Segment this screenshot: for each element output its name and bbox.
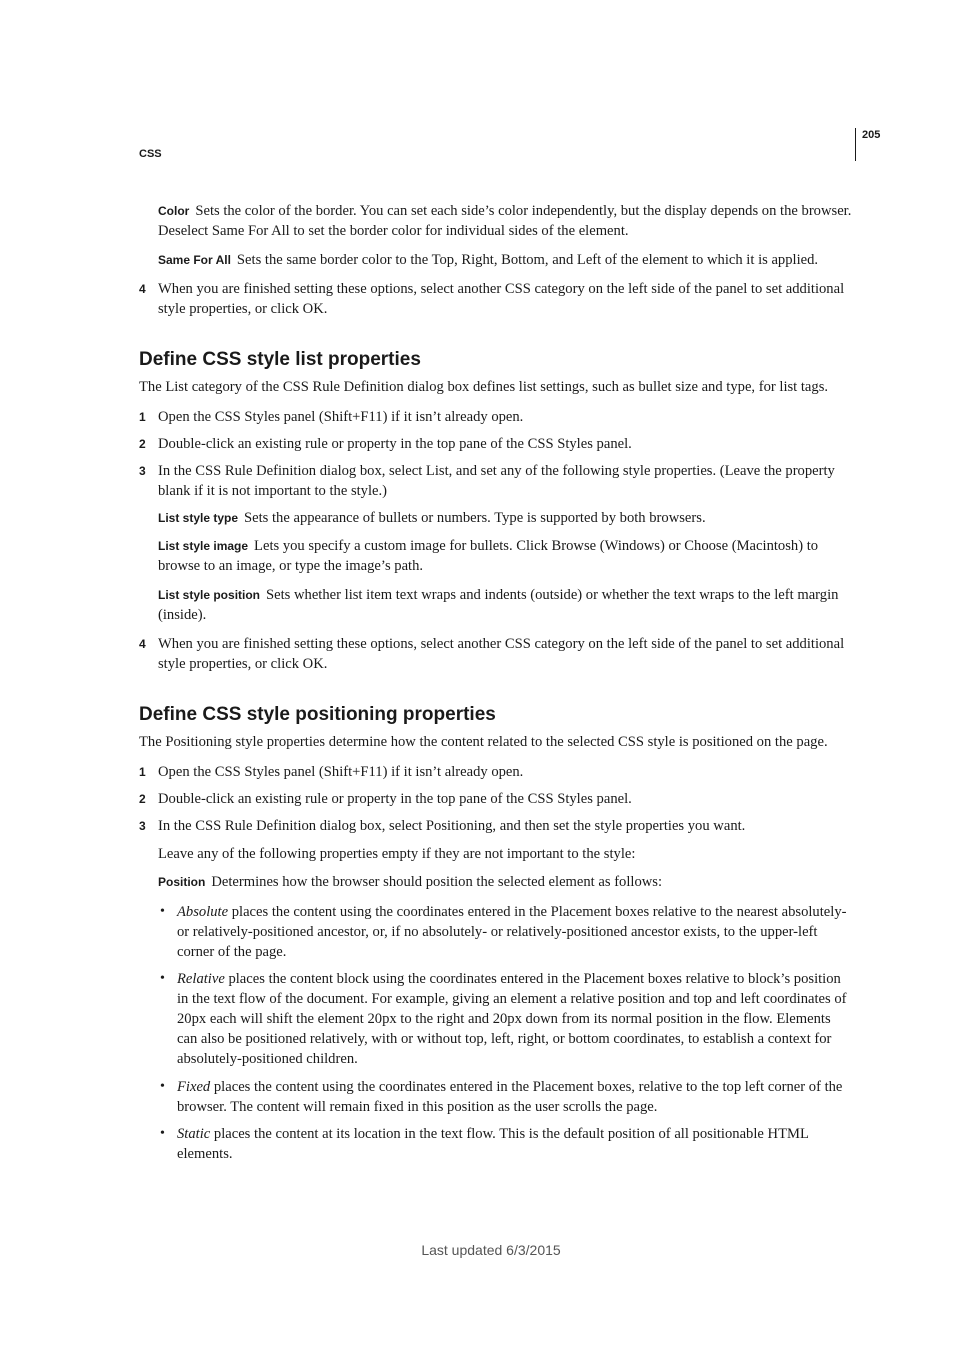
step-text: Double-click an existing rule or property in the top pane of the CSS Styles panel.	[158, 436, 632, 452]
step-number: 1	[139, 410, 146, 424]
running-header: CSS	[139, 148, 162, 160]
bullet-icon: •	[160, 1126, 165, 1141]
definition-list-style-type	[158, 508, 852, 528]
definition-list-style-image	[158, 536, 852, 576]
step-text: Double-click an existing rule or property in the top pane of the CSS Styles panel.	[158, 791, 632, 807]
definition-text: Sets the appearance of bullets or numbers. Type is supported by both browsers.	[244, 510, 706, 526]
definition-position	[158, 872, 852, 892]
page-number: 205	[862, 129, 881, 141]
step-text: In the CSS Rule Definition dialog box, select Positioning, and then set the style properties you want.	[158, 818, 746, 834]
step-number: 2	[139, 437, 146, 451]
definition-text: Sets whether list item text wraps and indents (outside) or whether the text wraps to the left margin (inside).	[158, 587, 839, 623]
footer-last-updated: Last updated 6/3/2015	[421, 1242, 561, 1258]
definition-text: Lets you specify a custom image for bullets. Click Browse (Windows) or Choose (Macintosh) to browse to an image, or type the image’s path.	[158, 538, 819, 574]
section-intro: The List category of the CSS Rule Definition dialog box defines list settings, such as bullet size and type, for list tags.	[139, 379, 829, 395]
list-item	[177, 1077, 853, 1117]
step-number: 3	[139, 464, 146, 478]
list-item	[177, 969, 853, 1069]
definition-term: Position	[158, 875, 206, 889]
definition-term: Same For All	[158, 253, 231, 267]
position-type: Relative	[177, 971, 225, 987]
bullet-icon: •	[160, 971, 165, 986]
step-number: 1	[139, 765, 146, 779]
definition-term: List style type	[158, 511, 239, 525]
step-number: 3	[139, 819, 146, 833]
list-item	[177, 902, 853, 962]
step-note: Leave any of the following properties empty if they are not important to the style:	[158, 846, 636, 862]
list-item-text: places the content block using the coordinates entered in the Placement boxes relative to block’s position in the text flow of the document. For example, giving an element a relative position and top and left coordinates of 20px each will shift the element 20px to the right and 20px down from its normal position in the flow. Elements can also be positioned relatively, with or without top, left, right, or bottom coordinates, to establish a context for absolutely-positioned children.	[177, 971, 847, 1067]
step-text: Open the CSS Styles panel (Shift+F11) if it isn’t already open.	[158, 764, 524, 780]
definition-term: List style image	[158, 539, 249, 553]
header-rule	[855, 128, 856, 161]
section-intro: The Positioning style properties determine how the content related to the selected CSS style is positioned on the page.	[139, 734, 828, 750]
definition-color	[158, 201, 852, 241]
definition-text: Determines how the browser should position the selected element as follows:	[211, 874, 663, 890]
position-type: Absolute	[177, 904, 229, 920]
step-number: 4	[139, 282, 146, 296]
definition-text: Sets the same border color to the Top, Right, Bottom, and Left of the element to which it is applied.	[236, 252, 819, 268]
step-text: Open the CSS Styles panel (Shift+F11) if it isn’t already open.	[158, 409, 524, 425]
step-number: 4	[139, 637, 146, 651]
step-text: When you are finished setting these options, select another CSS category on the left side of the panel to set additional style properties, or click OK.	[158, 636, 845, 672]
list-item-text: places the content using the coordinates entered in the Placement boxes relative to the nearest absolutely- or relatively-positioned ancestor, or, if no absolutely- or relatively-positioned ancestor exists, to the upper-left corner of the page.	[177, 904, 847, 960]
step-text: In the CSS Rule Definition dialog box, select List, and set any of the following style properties. (Leave the property blank if it is not important to the style.)	[158, 463, 835, 499]
bullet-icon: •	[160, 904, 165, 919]
bullet-icon: •	[160, 1079, 165, 1094]
section-heading-list: Define CSS style list properties	[139, 349, 421, 370]
definition-same-for-all	[158, 250, 852, 270]
position-type: Fixed	[177, 1079, 211, 1095]
position-type: Static	[177, 1126, 211, 1142]
definition-term: Color	[158, 204, 190, 218]
definition-list-style-position	[158, 585, 852, 625]
list-item-text: places the content at its location in the text flow. This is the default position of all positionable HTML elements.	[177, 1126, 809, 1162]
step-number: 2	[139, 792, 146, 806]
list-item-text: places the content using the coordinates entered in the Placement boxes, relative to the top left corner of the browser. The content will remain fixed in this position as the user scrolls the page.	[177, 1079, 843, 1115]
list-item	[177, 1124, 853, 1164]
section-heading-positioning: Define CSS style positioning properties	[139, 704, 496, 725]
definition-text: Sets the color of the border. You can set each side’s color independently, but the display depends on the browser. Deselect Same For All to set the border color for individual sides of the element.	[158, 203, 852, 239]
step-text: When you are finished setting these options, select another CSS category on the left side of the panel to set additional style properties, or click OK.	[158, 281, 845, 317]
definition-term: List style position	[158, 588, 261, 602]
